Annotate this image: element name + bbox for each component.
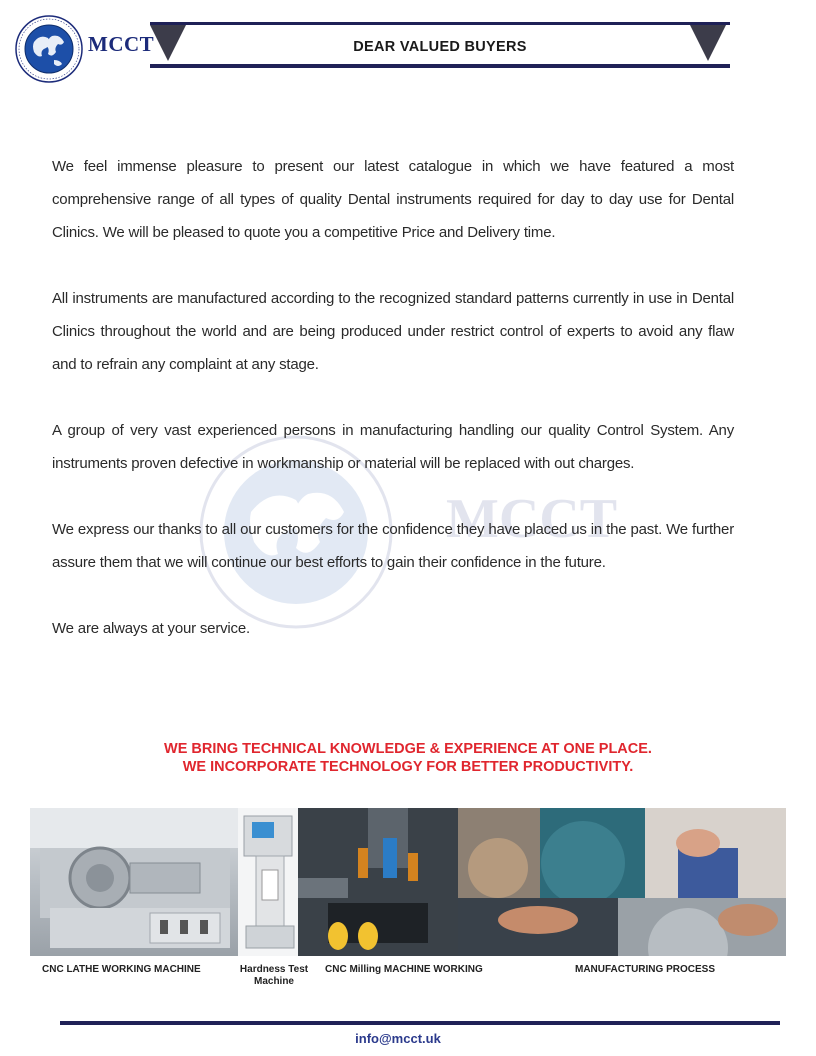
manufacturing-process-photo: [458, 808, 786, 956]
caption-cnc-milling: CNC Milling MACHINE WORKING: [325, 964, 483, 975]
slogan: [0, 740, 816, 776]
letter-body: [52, 150, 734, 678]
slogan-line-1: WE BRING TECHNICAL KNOWLEDGE & EXPERIENCE AT ONE PLACE.: [164, 741, 652, 757]
cnc-milling-photo: [298, 808, 458, 956]
header-bottom-rule: [150, 64, 730, 68]
footer-email-link[interactable]: info@mcct.uk: [355, 1031, 441, 1046]
letter-paragraph: We are always at your service.: [52, 620, 250, 637]
header-top-rule: [150, 22, 730, 25]
company-logo: [14, 14, 84, 84]
letter-paragraph: We express our thanks to all our customers for the confidence they have placed us in the past. We further assure them that we will continue our best efforts to gain their confidence in the future.: [52, 521, 734, 571]
caption-hardness-test: [230, 964, 318, 988]
caption-manufacturing-process: MANUFACTURING PROCESS: [574, 964, 715, 975]
letter-paragraph: A group of very vast experienced persons in manufacturing handling our quality Control System. Any instruments proven defective in workmanship or material will be replaced with out charges.: [52, 422, 734, 472]
photo-strip: [30, 808, 786, 956]
header-banner: [150, 22, 730, 68]
logo-wordmark: MCCT: [88, 32, 155, 56]
caption-cnc-lathe: CNC LATHE WORKING MACHINE: [42, 964, 201, 975]
letter-paragraph: We feel immense pleasure to present our latest catalogue in which we have featured a most comprehensive range of all types of quality Dental instruments required for day to day use for Dental Clinics. We will be pleased to quote you a competitive Price and Delivery time.: [52, 158, 734, 241]
letter-paragraph: All instruments are manufactured according to the recognized standard patterns currently in use in Dental Clinics throughout the world and are being produced under restrict control of experts to avoid any flaw and to refrain any complaint at any stage.: [52, 290, 734, 373]
cnc-lathe-photo: [30, 808, 238, 956]
watermark-text: MCCT: [446, 488, 618, 550]
caption-hardness-line-2: Machine: [253, 976, 294, 987]
footer-rule: [60, 1021, 780, 1025]
hardness-test-photo: [238, 808, 298, 956]
caption-hardness-line-1: Hardness Test: [239, 964, 309, 975]
page-title: DEAR VALUED BUYERS: [353, 39, 527, 55]
slogan-line-2: WE INCORPORATE TECHNOLOGY FOR BETTER PRODUCTIVITY.: [182, 759, 634, 775]
